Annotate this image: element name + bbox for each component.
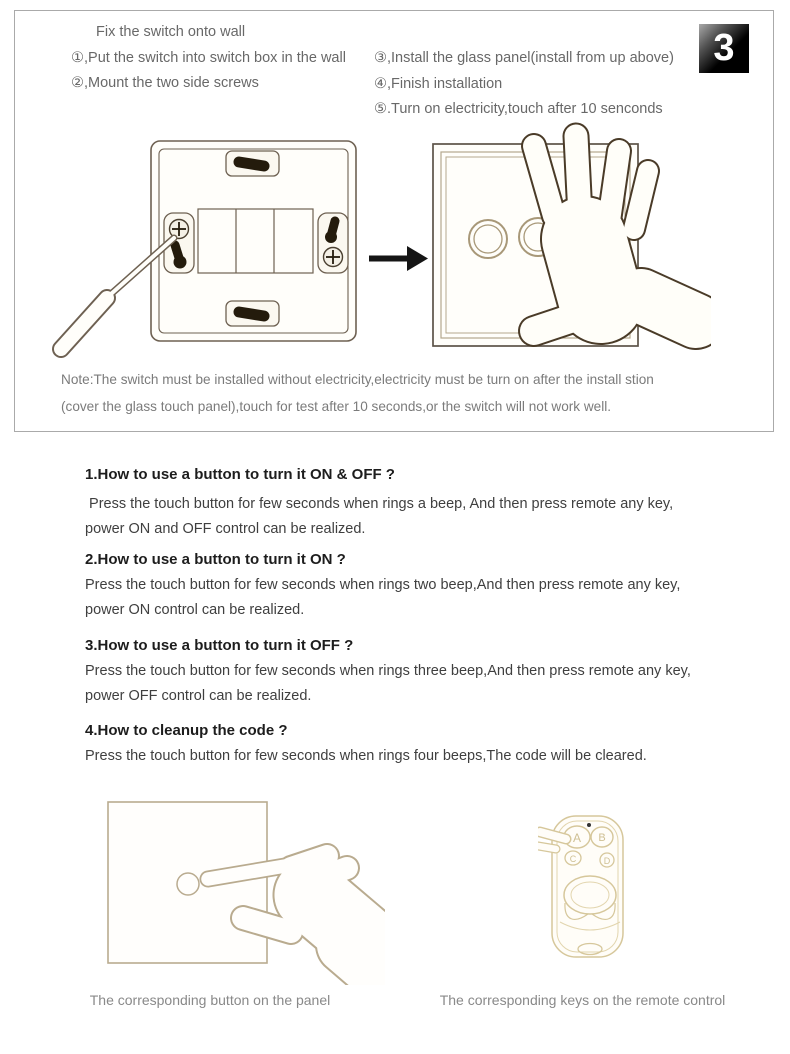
- usage-section-3-heading: 3.How to use a button to turn it OFF ?: [85, 637, 354, 654]
- usage-section-3-line-1: Press the touch button for few seconds when rings three beep,And then press remote any key,: [85, 663, 691, 679]
- figure-remote-control-illustration: [538, 800, 678, 975]
- remote-key-a-label: A: [572, 831, 582, 845]
- box-title: Fix the switch onto wall: [96, 24, 246, 40]
- install-step-1: ①,Put the switch into switch box in the wall: [71, 50, 346, 66]
- usage-section-1-line-1: Press the touch button for few seconds when rings a beep, And then press remote any key,: [85, 496, 674, 512]
- figure-switch-base-screwdriver-illustration: [31, 139, 361, 369]
- install-step-3: ③,Install the glass panel(install from up above): [374, 50, 674, 66]
- install-step-5: ⑤.Turn on electricity,touch after 10 senconds: [374, 101, 663, 117]
- figure-hand-glass-panel-illustration: [416, 121, 711, 376]
- caption-panel-button: The corresponding button on the panel: [89, 992, 331, 1008]
- usage-section-1-line-2: power ON and OFF control can be realized.: [85, 521, 366, 537]
- figure-panel-touch-illustration: [95, 790, 385, 985]
- install-note-line-1: Note:The switch must be installed without electricity,electricity must be turn on after the install stion: [61, 372, 654, 387]
- install-step-2: ②,Mount the two side screws: [71, 75, 259, 91]
- install-step-4: ④,Finish installation: [374, 76, 503, 92]
- usage-section-4-line-1: Press the touch button for few seconds when rings four beeps,The code will be cleared.: [85, 748, 647, 764]
- caption-remote-keys: The corresponding keys on the remote control: [439, 992, 726, 1008]
- usage-section-4-heading: 4.How to cleanup the code ?: [85, 722, 288, 739]
- usage-section-2-line-1: Press the touch button for few seconds when rings two beep,And then press remote any key,: [85, 577, 681, 593]
- page-number-badge: 3: [699, 24, 749, 73]
- usage-section-1-heading: 1.How to use a button to turn it ON & OFF ?: [85, 466, 395, 483]
- remote-key-b-label: B: [598, 832, 606, 844]
- usage-section-3-line-2: power OFF control can be realized.: [85, 688, 312, 704]
- usage-section-2-line-2: power ON control can be realized.: [85, 602, 305, 618]
- remote-key-c-label: C: [569, 854, 577, 864]
- install-instructions-box: [14, 10, 774, 432]
- remote-key-d-label: D: [603, 856, 611, 866]
- usage-section-2-heading: 2.How to use a button to turn it ON ?: [85, 551, 346, 568]
- remote-led-icon: [587, 823, 591, 827]
- install-note-line-2: (cover the glass touch panel),touch for test after 10 seconds,or the switch will not work well.: [61, 399, 612, 414]
